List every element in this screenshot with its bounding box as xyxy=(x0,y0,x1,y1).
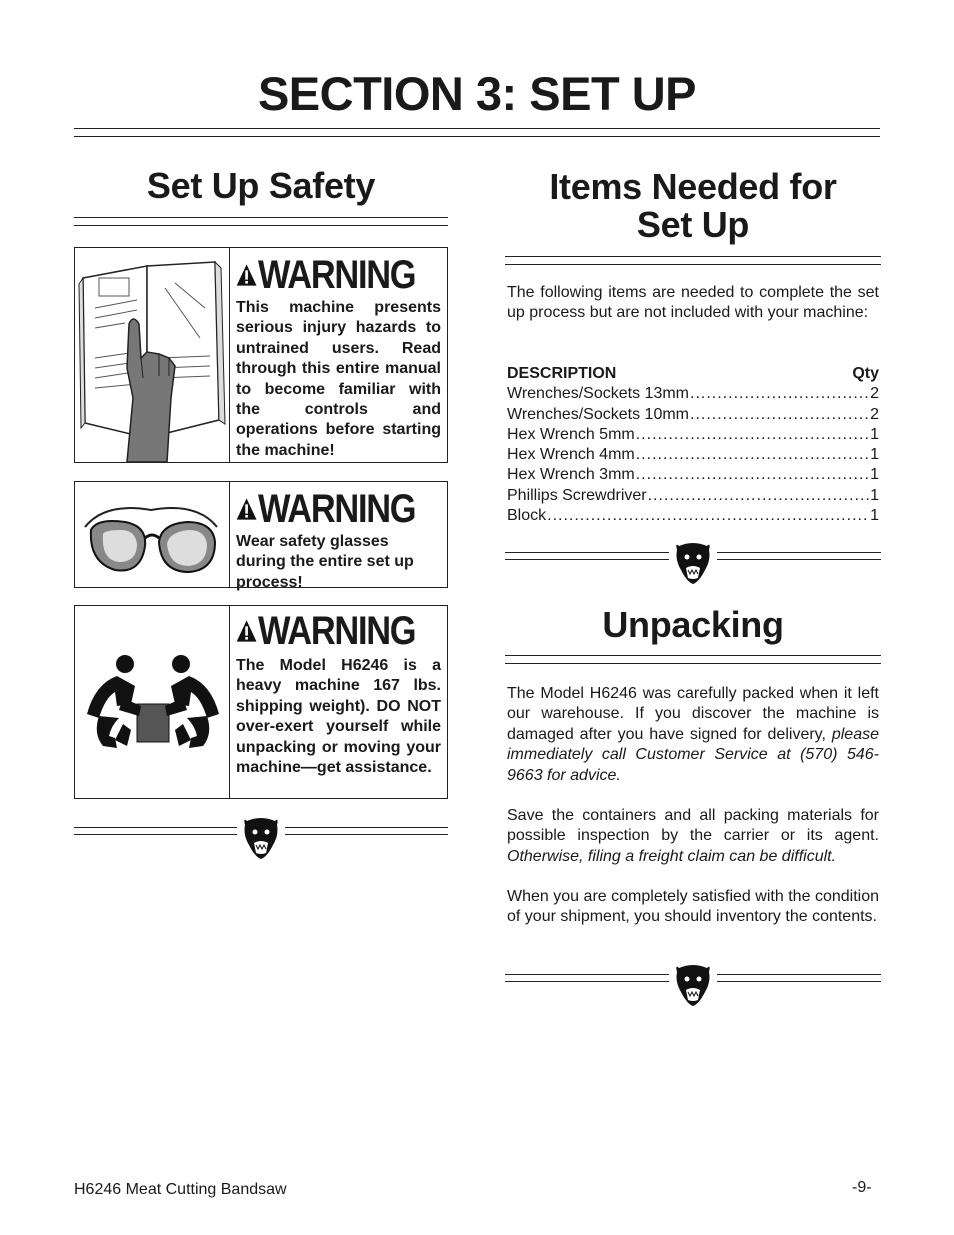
warning-text: Wear safety glasses during the entire set up process! xyxy=(236,533,414,591)
unpacking-paragraph-2: Save the containers and all packing materials for possible inspection by the carrier or its agent. Otherwise, filing a freight claim can be difficult. xyxy=(507,807,879,865)
items-needed-heading xyxy=(505,168,881,244)
warning-box-heavy-machine xyxy=(74,605,448,799)
item-row: Wrenches/Sockets 13mm ..... 2 xyxy=(507,384,879,404)
warning-banner xyxy=(236,254,441,296)
item-row: Hex Wrench 5mm ..... 1 xyxy=(507,425,879,445)
items-needed-heading-line2: Set Up xyxy=(636,204,750,245)
set-up-safety-rule xyxy=(74,217,448,226)
bear-logo-icon xyxy=(673,962,713,1008)
items-intro: The following items are needed to complete the set up process but are not included with your machine: xyxy=(507,284,879,322)
set-up-safety-heading: Set Up Safety xyxy=(146,165,376,206)
warning-triangle-icon xyxy=(236,613,257,649)
footer-title: H6246 Meat Cutting Bandsaw xyxy=(74,1181,287,1198)
section-title-rule xyxy=(74,128,880,137)
warning-text: The Model H6246 is a heavy machine 167 lbs. shipping weight). DO NOT over-exert yourself while unpacking or moving your machine—get assistance. xyxy=(236,657,441,777)
warning-label: WARNING xyxy=(258,487,416,531)
unpacking-heading: Unpacking xyxy=(602,604,784,645)
qty-header: Qty xyxy=(852,365,879,382)
warning-banner xyxy=(236,488,441,530)
unpacking-paragraph-1: The Model H6246 was carefully packed when it left our warehouse. If you discover the machine is damaged after you have signed for delivery, please immediately call Customer Service at (570) 546-9663 for advice. xyxy=(507,685,879,784)
description-header: DESCRIPTION xyxy=(507,365,617,382)
section-title: SECTION 3: SET UP xyxy=(257,67,697,120)
safety-glasses-icon xyxy=(75,482,230,587)
warning-triangle-icon xyxy=(236,257,257,293)
items-needed-rule xyxy=(505,256,881,265)
unpacking-rule xyxy=(505,655,881,664)
warning-banner xyxy=(236,610,441,652)
section-divider xyxy=(505,540,881,586)
item-row: Hex Wrench 3mm ..... 1 xyxy=(507,465,879,485)
section-divider xyxy=(74,815,448,861)
two-person-lift-icon xyxy=(75,606,230,798)
items-needed-heading-line1: Items Needed for xyxy=(549,166,837,207)
items-table xyxy=(507,364,879,526)
person-reading-manual-icon xyxy=(75,248,230,462)
item-row: Block ..... 1 xyxy=(507,506,879,526)
page-number: -9- xyxy=(852,1179,872,1196)
warning-box-read-manual xyxy=(74,247,448,463)
bear-logo-icon xyxy=(241,815,281,861)
warning-text: This machine presents serious injury hazards to untrained users. Read through this entire manual to become familiar with the controls and operations before starting the machine! xyxy=(236,299,441,459)
section-divider xyxy=(505,962,881,1008)
unpacking-paragraph-3: When you are completely satisfied with the condition of your shipment, you should inventory the contents. xyxy=(507,888,879,926)
warning-box-safety-glasses xyxy=(74,481,448,591)
item-row: Wrenches/Sockets 10mm ..... 2 xyxy=(507,405,879,425)
items-table-header xyxy=(507,364,879,384)
bear-logo-icon xyxy=(673,540,713,586)
warning-label: WARNING xyxy=(258,609,416,653)
warning-label: WARNING xyxy=(258,253,416,297)
warning-triangle-icon xyxy=(236,491,257,527)
item-row: Hex Wrench 4mm ..... 1 xyxy=(507,445,879,465)
item-row: Phillips Screwdriver ..... 1 xyxy=(507,486,879,506)
